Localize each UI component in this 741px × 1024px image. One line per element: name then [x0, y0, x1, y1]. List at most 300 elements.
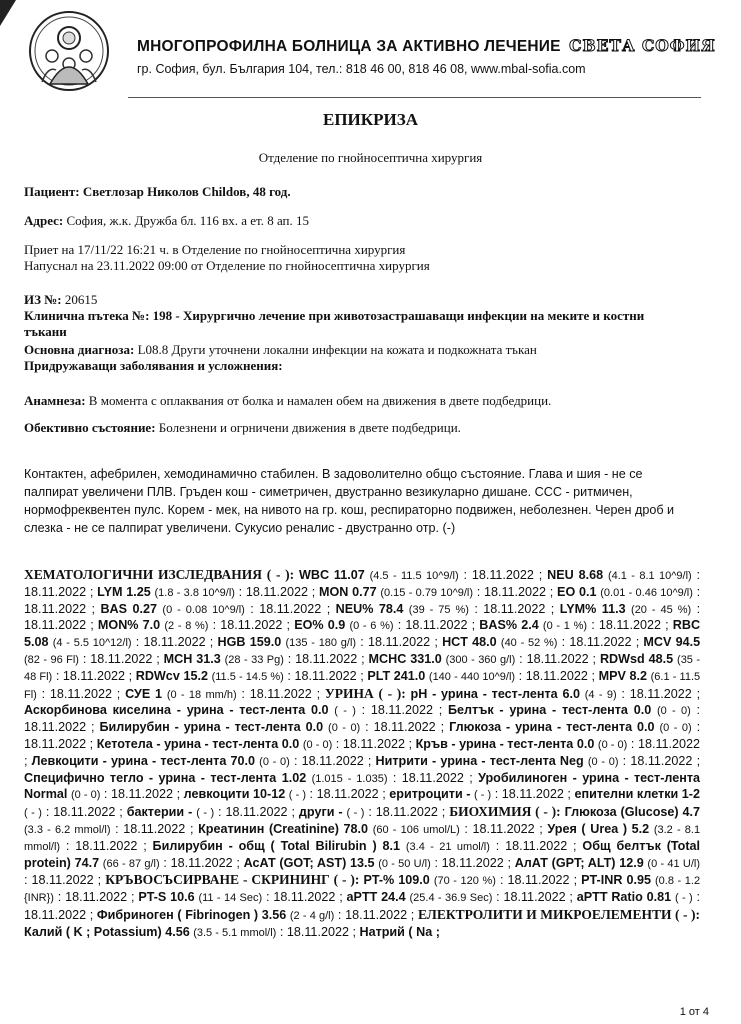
lab-reference-range: (0.01 - 0.46 10^9/l): [600, 586, 693, 599]
lab-results: [24, 567, 700, 942]
lab-entry: MON 0.77 (0.15 - 0.79 10^9/l) : 18.11.2022 ;: [318, 584, 554, 599]
lab-reference-range: (0 - 0): [259, 755, 290, 768]
lab-reference-range: (0.8 - 1.2 {INR}): [24, 875, 701, 905]
lab-reference-range: (0 - 0): [70, 789, 101, 802]
lab-date: 18.11.2022: [472, 821, 535, 836]
lab-test-name: АсАТ (GOT; AST): [243, 855, 347, 870]
lab-date: 18.11.2022: [123, 821, 186, 836]
lab-value: 0.0: [633, 703, 652, 718]
lab-reference-range: (0 - 0): [302, 738, 333, 751]
lab-test-name: RBC: [672, 618, 701, 633]
hospital-name-text: МНОГОПРОФИЛНА БОЛНИЦА ЗА АКТИВНО ЛЕЧЕНИЕ: [137, 38, 561, 55]
lab-value: 3.56: [261, 907, 287, 922]
lab-test-name: Билирубин - урина - тест-лента: [99, 720, 301, 735]
patient-label: Пациент:: [24, 184, 80, 199]
lab-date: 18.11.2022: [370, 703, 433, 718]
lab-entry: RDWcv 15.2 (11.5 - 14.5 %) : 18.11.2022 ;: [135, 668, 364, 683]
lab-date: 18.11.2022: [90, 651, 153, 666]
lab-entry: MPV 8.2 (6.1 - 11.5 Fl) : 18.11.2022 ;: [24, 668, 701, 701]
lab-test-name: Уробилиноген - урина - тест-лента: [478, 770, 700, 785]
lab-value: 1-2: [681, 787, 700, 802]
lab-entry: pH - урина - тест-лента 6.0 (4 - 9) : 18.11.2022 ;: [410, 686, 701, 701]
lab-test-name: PT-INR: [581, 873, 623, 888]
lab-entry: Кетотела - урина - тест-лента 0.0 (0 - 0) : 18.11.2022 ;: [96, 736, 413, 751]
lab-date: 18.11.2022: [53, 805, 116, 820]
lab-reference-range: (60 - 106 umol/L): [372, 823, 460, 836]
lab-reference-range: (35 - 48 Fl): [24, 653, 701, 683]
lab-entry: PT-% 109.0 (70 - 120 %) : 18.11.2022 ;: [363, 873, 578, 888]
lab-reference-range: (4 - 5.5 10^12/l): [52, 637, 132, 650]
lab-value: 10-12: [253, 787, 286, 802]
lab-section-heading: УРИНА ( - ):: [324, 685, 406, 701]
lab-date: 18.11.2022: [483, 601, 546, 616]
lab-value: 8.1: [382, 838, 401, 853]
lab-reference-range: (11.5 - 14.5 %): [211, 670, 284, 683]
lab-date: 18.11.2022: [569, 635, 632, 650]
lab-date: 18.11.2022: [375, 805, 438, 820]
lab-test-name: АлАТ (GPT; ALT): [514, 855, 616, 870]
lab-test-name: СУЕ: [125, 686, 151, 701]
lab-entry: [359, 925, 439, 939]
lab-date: 18.11.2022: [501, 787, 564, 802]
objective-line: [24, 420, 705, 436]
page-number: 1 от 4: [679, 1006, 709, 1018]
lab-date: 18.11.2022: [24, 736, 87, 751]
main-diagnosis-label: Основна диагноза:: [24, 342, 135, 357]
lab-test-name: Урея ( Urea ): [547, 821, 628, 836]
lab-value: 0.0: [305, 720, 324, 735]
lab-section-heading: ХЕМАТОЛОГИЧНИ ИЗСЛЕДВАНИЯ ( - ):: [24, 567, 295, 582]
lab-date: 18.11.2022: [273, 890, 336, 905]
lab-value: 331.0: [410, 651, 442, 666]
lab-date: 18.11.2022: [637, 736, 701, 751]
lab-date: 18.11.2022: [441, 855, 504, 870]
lab-date: 18.11.2022: [629, 686, 692, 701]
lab-reference-range: (0 - 0): [659, 722, 692, 735]
lab-entry: Левкоцити - урина - тест-лента 70.0 (0 - 0) : 18.11.2022 ;: [31, 753, 372, 768]
lab-reference-range: ( - ): [196, 807, 215, 820]
lab-test-name: BAS: [100, 601, 128, 616]
lab-reference-range: (0 - 41 U/l): [647, 857, 700, 870]
lab-value: Normal: [24, 787, 68, 802]
lab-date: 18.11.2022: [471, 568, 534, 582]
lab-value: 4.56: [165, 924, 190, 939]
hospital-name: [137, 36, 716, 56]
lab-entry: Глюкоза - урина - тест-лента 0.0 (0 - 0) : 18.11.2022 ;: [24, 720, 701, 751]
lab-value: 94.5: [675, 635, 701, 650]
lab-test-name: Белтък - урина - тест-лента: [447, 703, 628, 718]
lab-value: 15.2: [183, 668, 208, 683]
lab-test-name: MON%: [97, 618, 139, 633]
exam-text-line-4: слезка - не се палпират увеличени. Сукусио реналис - двустранно отр. (-): [24, 521, 456, 535]
lab-entry: LYM% 11.3 (20 - 45 %) : 18.11.2022 ;: [24, 601, 701, 633]
lab-value: 1: [155, 686, 163, 701]
lab-reference-range: (0 - 18 mm/h): [166, 688, 237, 701]
clinical-path-continuation: тъкани: [24, 324, 67, 339]
lab-test-name: Натрий ( Na ;: [359, 924, 440, 939]
lab-test-name: Калий ( K ; Potassium): [24, 924, 162, 939]
lab-value: 10.6: [170, 890, 195, 905]
lab-entry: MCH 31.3 (28 - 33 Pg) : 18.11.2022 ;: [163, 651, 365, 666]
lab-value: 48.0: [472, 635, 497, 650]
lab-value: 0.77: [352, 584, 377, 599]
discharged-line: Напуснал на 23.11.2022 09:00 от Отделение по гнойносептична хирургия: [24, 258, 430, 273]
lab-value: 11.3: [601, 601, 626, 616]
lab-value: 78.0: [343, 821, 369, 836]
exam-text-line-3: нормофреквентен пулс. Корем - мек, на нивото на гр. кош, респираторно подвижен, неболезнен. Черен дроб и: [24, 503, 675, 517]
lab-value: 48.5: [648, 651, 674, 666]
lab-reference-range: (0.15 - 0.79 10^9/l): [380, 586, 474, 599]
lab-value: 5.08: [24, 635, 49, 650]
lab-value: 0.9: [327, 618, 346, 633]
lab-test-name: WBC: [299, 568, 330, 582]
lab-entry: WBC 11.07 (4.5 - 11.5 10^9/l) : 18.11.2022 ;: [299, 568, 543, 582]
lab-entry: Билирубин - общ ( Total Bilirubin ) 8.1 (3.4 - 21 umol/l) : 18.11.2022 ;: [152, 838, 577, 853]
lab-value: Neg: [559, 753, 584, 768]
lab-entry: PT-INR 0.95 (0.8 - 1.2 {INR}) : 18.11.2022 ;: [24, 873, 701, 905]
lab-value: 7.0: [142, 618, 161, 633]
lab-reference-range: (4.5 - 11.5 10^9/l): [369, 570, 459, 582]
lab-value: 109.0: [398, 873, 430, 888]
lab-reference-range: (0 - 0): [656, 705, 691, 718]
lab-date: 18.11.2022: [24, 584, 87, 599]
patient-value: Светлозар Николов Childов, 48 год.: [82, 184, 291, 199]
lab-test-name: Глюкоза - урина - тест-лента: [449, 720, 633, 735]
main-diagnosis-line: [24, 342, 705, 358]
lab-reference-range: (11 - 14 Sec): [198, 892, 263, 905]
lab-value: 0.0: [281, 736, 300, 751]
lab-value: 0.0: [311, 703, 329, 718]
lab-date: 18.11.2022: [220, 618, 283, 633]
lab-reference-range: (1.015 - 1.035): [311, 772, 388, 785]
lab-reference-range: (0 - 1 %): [542, 620, 588, 633]
lab-test-name: Специфично тегло - урина - тест-лента: [24, 770, 277, 785]
lab-date: 18.11.2022: [401, 770, 464, 785]
lab-date: 18.11.2022: [405, 618, 468, 633]
lab-test-name: Креатинин (Creatinine): [198, 821, 339, 836]
lab-value: 24.4: [381, 890, 406, 905]
lab-date: 18.11.2022: [286, 924, 349, 939]
hospital-address: гр. София, бул. България 104, тел.: 818 46 00, 818 46 08, www.mbal-sofia.com: [137, 62, 586, 76]
lab-entry: Уробилиноген - урина - тест-лента Normal (0 - 0) : 18.11.2022 ;: [24, 770, 700, 802]
lab-test-name: Кетотела - урина - тест-лента: [96, 736, 279, 751]
lab-reference-range: (40 - 52 %): [500, 637, 558, 650]
lab-value: 0.1: [578, 584, 597, 599]
lab-entry: бактерии - ( - ) : 18.11.2022 ;: [126, 805, 295, 820]
lab-section-heading: КРЪВОСЪСИРВАНЕ - СКРИНИНГ ( - ):: [105, 872, 360, 888]
lab-entry: MCV 94.5 (82 - 96 Fl) : 18.11.2022 ;: [24, 635, 701, 666]
lab-test-name: NEU%: [335, 601, 374, 616]
saint-sofia-icon: [28, 10, 110, 92]
lab-value: 4.7: [682, 805, 701, 820]
lab-value: 5.2: [631, 821, 650, 836]
lab-entry: Аскорбинова киселина - урина - тест-лента 0.0 ( - ) : 18.11.2022 ;: [24, 703, 443, 718]
lab-date: 18.11.2022: [62, 668, 126, 683]
lab-entry: MON% 7.0 (2 - 8 %) : 18.11.2022 ;: [97, 618, 291, 633]
lab-reference-range: (82 - 96 Fl): [24, 653, 79, 666]
lab-date: 18.11.2022: [301, 753, 364, 768]
lab-value: 159.0: [249, 635, 282, 650]
lab-value: 78.4: [378, 601, 404, 616]
lab-test-name: MCH: [163, 651, 193, 666]
lab-value: -: [466, 787, 471, 802]
lab-value: 13.5: [349, 855, 375, 870]
lab-date: 18.11.2022: [526, 651, 589, 666]
lab-test-name: еритроцити: [389, 787, 463, 802]
lab-reference-range: ( - ): [346, 807, 365, 820]
lab-value: 8.2: [629, 668, 648, 683]
lab-reference-range: (2 - 4 g/l): [289, 909, 335, 922]
lab-section-heading: БИОХИМИЯ ( - ):: [449, 804, 561, 820]
lab-value: 1.02: [281, 770, 307, 785]
lab-reference-range: (1.8 - 3.8 10^9/l): [154, 586, 235, 599]
lab-test-name: MCV: [643, 635, 672, 650]
lab-reference-range: ( - ): [24, 807, 42, 820]
lab-test-name: aPTT: [346, 890, 378, 905]
lab-date: 18.11.2022: [507, 873, 570, 888]
lab-value: -: [188, 805, 193, 820]
lab-test-name: BAS%: [479, 618, 518, 633]
lab-entry: aPTT 24.4 (25.4 - 36.9 Sec) : 18.11.2022 ;: [346, 890, 573, 905]
lab-date: 18.11.2022: [345, 907, 408, 922]
lab-date: 18.11.2022: [75, 838, 138, 853]
lab-date: 18.11.2022: [294, 668, 357, 683]
lab-test-name: PLT: [367, 668, 391, 683]
lab-test-name: други: [298, 805, 335, 820]
lab-value: 74.7: [74, 855, 100, 870]
lab-test-name: Нитрити - урина - тест-лента: [375, 753, 556, 768]
lab-entry: Креатинин (Creatinine) 78.0 (60 - 106 umol/L) : 18.11.2022 ;: [198, 821, 543, 836]
lab-entry: RDWsd 48.5 (35 - 48 Fl) : 18.11.2022 ;: [24, 651, 701, 683]
lab-reference-range: ( - ): [288, 789, 306, 802]
lab-entry: PT-S 10.6 (11 - 14 Sec) : 18.11.2022 ;: [138, 890, 343, 905]
lab-test-name: MPV: [598, 668, 626, 683]
lab-entry: Глюкоза (Glucose) 4.7 (3.3 - 6.2 mmol/l) : 18.11.2022 ;: [24, 805, 701, 836]
lab-reference-range: (0 - 6 %): [349, 620, 394, 633]
lab-date: 18.11.2022: [525, 668, 588, 683]
lab-entry: BAS% 2.4 (0 - 1 %) : 18.11.2022 ;: [479, 618, 669, 633]
address-line: [24, 213, 705, 229]
lab-entry: PLT 241.0 (140 - 440 10^9/l) : 18.11.2022 ;: [367, 668, 595, 683]
lab-test-name: Общ белтък (Total protein): [24, 838, 701, 870]
lab-test-name: LYM: [97, 584, 123, 599]
lab-entry: епителни клетки 1-2 ( - ) : 18.11.2022 ;: [24, 787, 700, 820]
lab-date: 18.11.2022: [483, 584, 547, 599]
lab-date: 18.11.2022: [31, 873, 94, 888]
lab-test-name: Фибриноген ( Fibrinogen ): [96, 907, 259, 922]
lab-reference-range: (3.5 - 5.1 mmol/l): [193, 926, 277, 939]
lab-entry: HGB 159.0 (135 - 180 g/l) : 18.11.2022 ;: [217, 635, 438, 650]
lab-entry: HCT 48.0 (40 - 52 %) : 18.11.2022 ;: [442, 635, 640, 650]
lab-entry: АсАТ (GOT; AST) 13.5 (0 - 50 U/l) : 18.11.2022 ;: [243, 855, 511, 870]
lab-test-name: левкоцити: [183, 787, 250, 802]
lab-reference-range: (66 - 87 g/l): [102, 857, 160, 870]
lab-date: 18.11.2022: [505, 838, 568, 853]
lab-reference-range: (140 - 440 10^9/l): [428, 670, 516, 683]
lab-value: 31.3: [196, 651, 221, 666]
lab-entry: Калий ( K ; Potassium) 4.56 (3.5 - 5.1 mmol/l) : 18.11.2022 ;: [24, 924, 356, 939]
lab-value: 11.07: [333, 568, 365, 582]
lab-value: 1.25: [126, 584, 151, 599]
lab-date: 18.11.2022: [24, 618, 87, 633]
lab-date: 18.11.2022: [373, 720, 436, 735]
lab-test-name: HCT: [442, 635, 468, 650]
lab-test-name: PT-S: [138, 890, 167, 905]
lab-date: 18.11.2022: [24, 601, 87, 616]
objective-label: Обективно състояние:: [24, 420, 156, 435]
lab-test-name: EO: [557, 584, 576, 599]
lab-test-name: епителни клетки: [574, 787, 679, 802]
lab-entry: еритроцити - ( - ) : 18.11.2022 ;: [389, 787, 571, 802]
lab-reference-range: ( - ): [473, 789, 492, 802]
lab-date: 18.11.2022: [170, 855, 233, 870]
lab-value: 241.0: [393, 668, 426, 683]
lab-entry: LYM 1.25 (1.8 - 3.8 10^9/l) : 18.11.2022 ;: [97, 584, 316, 599]
lab-date: 18.11.2022: [24, 907, 87, 922]
lab-entry: Кръв - урина - тест-лента 0.0 (0 - 0) : 18.11.2022 ;: [24, 736, 701, 768]
lab-date: 18.11.2022: [49, 686, 112, 701]
objective-value: Болезнени и огрничени движения в двете подбедрици.: [158, 420, 461, 435]
exam-text-line-1: Контактен, афебрилен, хемодинамично стабилен. В задоволително общо състояние. Глава и шия - не се: [24, 467, 643, 481]
lab-date: 18.11.2022: [143, 635, 206, 650]
lab-entry: Нитрити - урина - тест-лента Neg (0 - 0) : 18.11.2022 ;: [375, 753, 701, 768]
history-number-value: 20615: [64, 292, 98, 307]
address-value: София, ж.к. Дружба бл. 116 вх. а ет. 8 ап. 15: [66, 213, 310, 228]
lab-date: 18.11.2022: [225, 805, 288, 820]
document-title: ЕПИКРИЗА: [323, 110, 418, 129]
lab-reference-range: ( - ): [674, 892, 693, 905]
lab-reference-range: (0 - 0.08 10^9/l): [162, 603, 245, 616]
lab-test-name: EO%: [294, 618, 324, 633]
main-diagnosis-value: L08.8 Други уточнени локални инфекции на кожата и подкожната тъкан: [137, 342, 537, 357]
lab-date: 18.11.2022: [295, 651, 358, 666]
lab-entry: Белтък - урина - тест-лента 0.0 (0 - 0) : 18.11.2022 ;: [24, 703, 701, 735]
lab-value: 0.27: [132, 601, 157, 616]
lab-test-name: RDWcv: [135, 668, 180, 683]
lab-value: 8.68: [578, 568, 604, 582]
lab-reference-range: (0 - 0): [587, 755, 619, 768]
lab-reference-range: (6.1 - 11.5 Fl): [24, 670, 701, 701]
comorbidities-label: Придружаващи заболявания и усложнения:: [24, 358, 283, 373]
scan-corner-mark: [0, 0, 16, 26]
lab-test-name: pH - урина - тест-лента: [410, 686, 558, 701]
clinical-path-line: Клинична пътека №: 198 - Хирургично лечение при животозастрашаващи инфекции на меките и костни: [24, 308, 645, 323]
lab-test-name: PT-%: [363, 873, 395, 888]
lab-test-name: Глюкоза (Glucose): [564, 805, 679, 820]
lab-value: 70.0: [230, 753, 255, 768]
lab-test-name: Левкоцити - урина - тест-лента: [31, 753, 227, 768]
lab-value: 0.0: [576, 736, 595, 751]
lab-reference-range: (4 - 9): [584, 688, 617, 701]
lab-entry: други - ( - ) : 18.11.2022 ;: [298, 805, 446, 820]
lab-reference-range: (0 - 0): [597, 738, 628, 751]
lab-reference-range: (0 - 50 U/l): [378, 857, 431, 870]
lab-reference-range: (4.1 - 8.1 10^9/l): [607, 570, 692, 582]
lab-date: 18.11.2022: [316, 787, 379, 802]
lab-date: 18.11.2022: [24, 720, 87, 735]
lab-value: 0.81: [646, 890, 672, 905]
lab-value: 12.9: [619, 855, 644, 870]
lab-test-name: LYM%: [559, 601, 597, 616]
lab-entry: левкоцити 10-12 ( - ) : 18.11.2022 ;: [183, 787, 386, 802]
anamnesis-label: Анамнеза:: [24, 393, 86, 408]
lab-reference-range: (25.4 - 36.9 Sec): [409, 892, 493, 905]
lab-reference-range: (135 - 180 g/l): [285, 637, 357, 650]
lab-test-name: NEU: [547, 568, 574, 582]
lab-date: 18.11.2022: [245, 584, 308, 599]
lab-date: 18.11.2022: [342, 736, 405, 751]
hospital-brand: СВЕТА СОФИЯ: [569, 36, 716, 55]
lab-test-name: Аскорбинова киселина - урина - тест-лента: [24, 703, 306, 718]
lab-test-name: Кръв - урина - тест-лента: [415, 736, 574, 751]
lab-entry: СУЕ 1 (0 - 18 mm/h) : 18.11.2022 ;: [125, 686, 321, 701]
lab-entry: Общ белтък (Total protein) 74.7 (66 - 87 g/l) : 18.11.2022 ;: [24, 838, 701, 870]
patient-line: [24, 184, 705, 200]
lab-entry: MCHC 331.0 (300 - 360 g/l) : 18.11.2022 ;: [368, 651, 597, 666]
lab-test-name: MON: [318, 584, 349, 599]
admitted-line: Приет на 17/11/22 16:21 ч. в Отделение по гнойносептична хирургия: [24, 242, 406, 257]
lab-value: 0.95: [626, 873, 651, 888]
lab-reference-range: (70 - 120 %): [433, 875, 496, 888]
address-label: Адрес:: [24, 213, 64, 228]
lab-test-name: MCHC: [368, 651, 407, 666]
lab-entry: Специфично тегло - урина - тест-лента 1.02 (1.015 - 1.035) : 18.11.2022 ;: [24, 770, 473, 785]
lab-value: -: [338, 805, 343, 820]
lab-date: 18.11.2022: [110, 787, 174, 802]
lab-section-heading: ЕЛЕКТРОЛИТИ И МИКРОЕЛЕМЕНТИ ( - ):: [417, 906, 701, 922]
lab-reference-range: (39 - 75 %): [408, 603, 469, 616]
lab-date: 18.11.2022: [368, 635, 431, 650]
lab-date: 18.11.2022: [259, 601, 322, 616]
lab-date: 18.11.2022: [249, 686, 312, 701]
history-number-label: ИЗ №:: [24, 292, 62, 307]
lab-reference-range: (300 - 360 g/l): [445, 653, 516, 666]
lab-reference-range: ( - ): [334, 705, 356, 718]
lab-entry: BAS 0.27 (0 - 0.08 10^9/l) : 18.11.2022 ;: [100, 601, 331, 616]
lab-test-name: aPTT Ratio: [576, 890, 643, 905]
lab-reference-range: (28 - 33 Pg): [224, 653, 284, 666]
lab-entry: АлАТ (GPT; ALT) 12.9 (0 - 41 U/l) : 18.11.2022 ;: [24, 855, 700, 888]
lab-date: 18.11.2022: [65, 890, 128, 905]
lab-reference-range: (0 - 0): [328, 722, 361, 735]
lab-test-name: RDWsd: [599, 651, 645, 666]
anamnesis-line: [24, 393, 705, 409]
lab-test-name: Билирубин - общ ( Total Bilirubin ): [152, 838, 377, 853]
department: Отделение по гнойносептична хирургия: [258, 150, 483, 165]
lab-entry: aPTT Ratio 0.81 ( - ) : 18.11.2022 ;: [24, 890, 700, 922]
lab-value: 6.0: [562, 686, 580, 701]
lab-entry: EO 0.1 (0.01 - 0.46 10^9/l) : 18.11.2022 ;: [24, 584, 701, 616]
lab-entry: Урея ( Urea ) 5.2 (3.2 - 8.1 mmol/l) : 18.11.2022 ;: [24, 821, 701, 853]
lab-date: 18.11.2022: [503, 890, 566, 905]
lab-entry: NEU% 78.4 (39 - 75 %) : 18.11.2022 ;: [335, 601, 555, 616]
lab-reference-range: (20 - 45 %): [631, 603, 692, 616]
history-number-line: [24, 292, 705, 308]
lab-entry: RBC 5.08 (4 - 5.5 10^12/l) : 18.11.2022 ;: [24, 618, 701, 650]
lab-date: 18.11.2022: [630, 753, 693, 768]
lab-test-name: бактерии: [126, 805, 185, 820]
lab-reference-range: (3.4 - 21 umol/l): [405, 840, 490, 853]
anamnesis-value: В момента с оплаквания от болка и намален обем на движения в двете подбедрици.: [88, 393, 552, 408]
lab-date: 18.11.2022: [598, 618, 661, 633]
lab-entry: NEU 8.68 (4.1 - 8.1 10^9/l) : 18.11.2022 ;: [24, 568, 701, 599]
lab-test-name: HGB: [217, 635, 246, 650]
lab-value: 2.4: [521, 618, 539, 633]
lab-entry: Фибриноген ( Fibrinogen ) 3.56 (2 - 4 g/l) : 18.11.2022 ;: [96, 907, 415, 922]
lab-reference-range: (3.3 - 6.2 mmol/l): [24, 823, 111, 836]
lab-entry: EO% 0.9 (0 - 6 %) : 18.11.2022 ;: [294, 618, 476, 633]
lab-reference-range: (2 - 8 %): [164, 620, 209, 633]
